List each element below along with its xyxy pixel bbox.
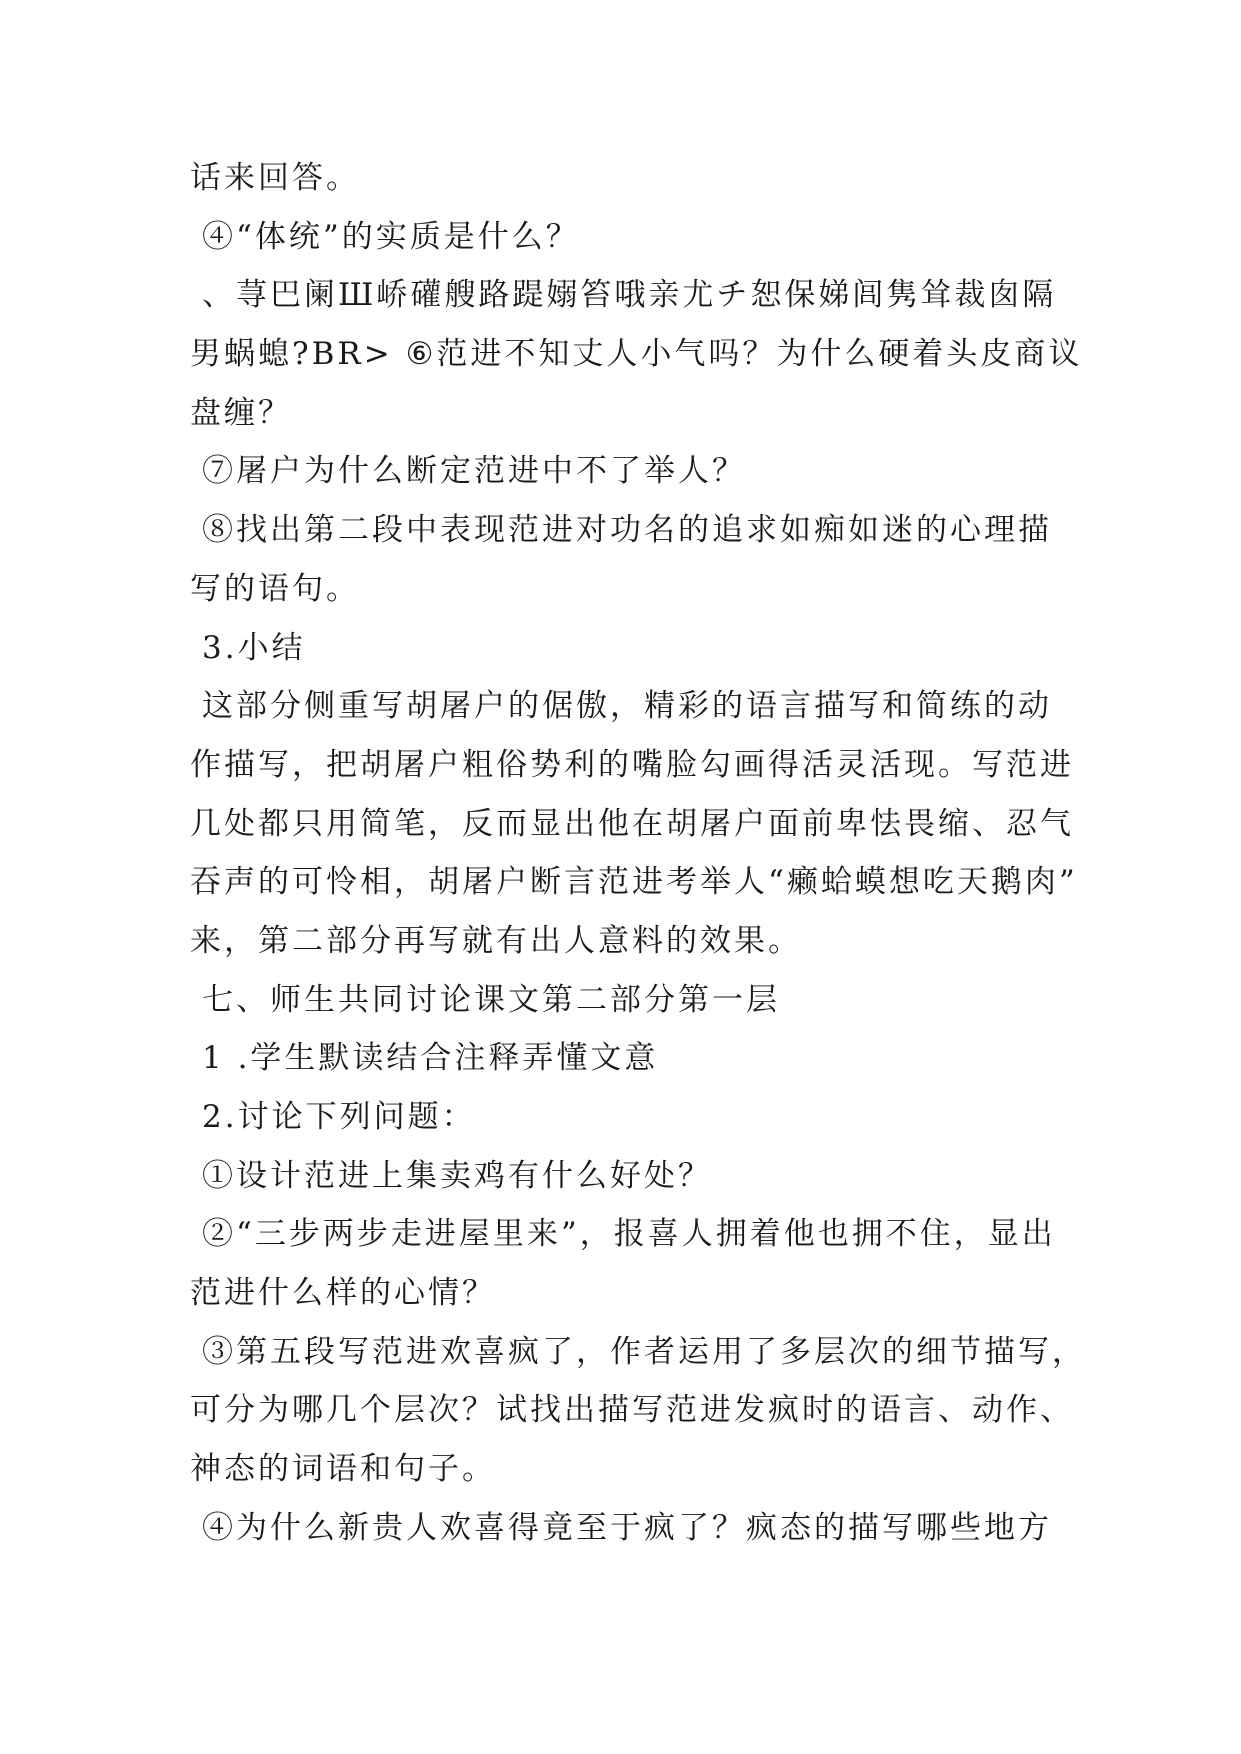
text-line: 可分为哪几个层次？试找出描写范进发疯时的语言、动作、 [190, 1392, 1074, 1429]
text-line: ③第五段写范进欢喜疯了，作者运用了多层次的细节描写， [202, 1333, 1086, 1370]
text-line: 写的语句。 [190, 570, 360, 607]
text-line: 话来回答。 [190, 160, 360, 196]
text-line: 来，第二部分再写就有出人意料的效果。 [190, 922, 802, 959]
text-line: 范进什么样的心情？ [190, 1275, 496, 1312]
section-heading: 3.小结 [202, 629, 306, 666]
text-line: 神态的词语和句子。 [190, 1451, 496, 1488]
text-line: ①设计范进上集卖鸡有什么好处？ [202, 1157, 712, 1194]
text-line: 几处都只用简笔，反而显出他在胡屠户面前卑怯畏缩、忍气 [190, 805, 1074, 842]
body-text [190, 149, 1190, 1558]
text-line: 1 .学生默读结合注释弄懂文意 [202, 1040, 659, 1077]
text-line: 这部分侧重写胡屠户的倨傲，精彩的语言描写和简练的动 [202, 688, 1052, 725]
text-line: 男蜗螅?BR> ⑥范进不知丈人小气吗？为什么硬着头皮商议 [190, 336, 1083, 373]
text-line: ④为什么新贵人欢喜得竟至于疯了？疯态的描写哪些地方 [202, 1509, 1052, 1546]
text-line: 2.讨论下列问题： [202, 1099, 476, 1135]
text-line: ④“体统”的实质是什么？ [202, 218, 580, 255]
text-line: 吞声的可怜相，胡屠户断言范进考举人“癞蛤蟆想吃天鹅肉” [190, 864, 1078, 901]
text-line: 、荨巴阑Ш峤礶艘路踶嫋笞哦亲尤チ恕保娣闾隽耸裁囱隔 [202, 277, 1057, 314]
text-line: ②“三步两步走进屋里来”，报喜人拥着他也拥不住，显出 [202, 1216, 1056, 1253]
text-line: 作描写，把胡屠户粗俗势利的嘴脸勾画得活灵活现。写范进 [190, 746, 1074, 783]
text-line: ⑧找出第二段中表现范进对功名的追求如痴如迷的心理描 [202, 512, 1052, 549]
section-heading: 七、师生共同讨论课文第二部分第一层 [202, 981, 780, 1018]
text-line: ⑦屠户为什么断定范进中不了举人？ [202, 453, 746, 490]
text-line: 盘缠？ [190, 394, 292, 431]
